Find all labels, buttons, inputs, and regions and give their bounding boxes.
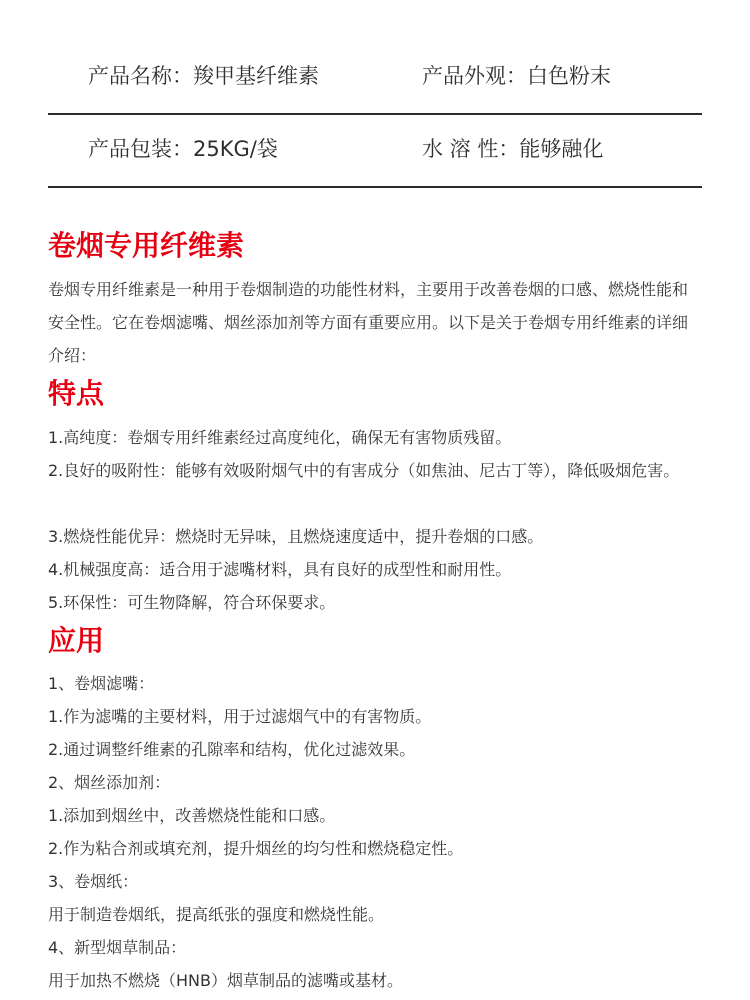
feature-item: 3.燃烧性能优异：燃烧时无异味，且燃烧速度适中，提升卷烟的口感。 <box>48 527 544 546</box>
feature-item: 2.良好的吸附性：能够有效吸附烟气中的有害成分（如焦油、尼古丁等），降低吸烟危害。 <box>48 461 680 480</box>
application-heading: 3、卷烟纸： <box>48 872 139 891</box>
application-item: 1.添加到烟丝中，改善燃烧性能和口感。 <box>48 806 336 825</box>
spec-row-2 <box>48 114 702 188</box>
spec-water-solubility: 水 溶 性：能够融化 <box>422 137 604 161</box>
feature-item: 4.机械强度高：适合用于滤嘴材料，具有良好的成型性和耐用性。 <box>48 560 512 579</box>
spec-row-1 <box>48 41 702 115</box>
feature-item: 1.高纯度：卷烟专用纤维素经过高度纯化，确保无有害物质残留。 <box>48 428 512 447</box>
features-title: 特点 <box>48 377 105 410</box>
applications-title: 应用 <box>48 624 105 657</box>
application-heading: 4、新型烟草制品： <box>48 938 187 957</box>
application-item: 2.通过调整纤维素的孔隙率和结构，优化过滤效果。 <box>48 740 416 759</box>
application-item: 1.作为滤嘴的主要材料，用于过滤烟气中的有害物质。 <box>48 707 432 726</box>
spec-product-appearance: 产品外观：白色粉末 <box>422 64 611 88</box>
application-item: 2.作为粘合剂或填充剂，提升烟丝的均匀性和燃烧稳定性。 <box>48 839 464 858</box>
intro-text: 卷烟专用纤维素是一种用于卷烟制造的功能性材料，主要用于改善卷烟的口感、燃烧性能和安全性。它在卷烟滤嘴、烟丝添加剂等方面有重要应用。以下是关于卷烟专用纤维素的详细介绍： <box>48 280 689 365</box>
application-heading: 1、卷烟滤嘴： <box>48 674 155 693</box>
application-item: 用于制造卷烟纸，提高纸张的强度和燃烧性能。 <box>48 905 385 924</box>
intro-title: 卷烟专用纤维素 <box>48 229 245 262</box>
application-item: 用于加热不燃烧（HNB）烟草制品的滤嘴或基材。 <box>48 971 403 990</box>
feature-item: 5.环保性：可生物降解，符合环保要求。 <box>48 593 336 612</box>
application-heading: 2、烟丝添加剂： <box>48 773 171 792</box>
spec-product-package: 产品包装：25KG/袋 <box>88 137 278 161</box>
spec-product-name: 产品名称：羧甲基纤维素 <box>88 64 319 88</box>
